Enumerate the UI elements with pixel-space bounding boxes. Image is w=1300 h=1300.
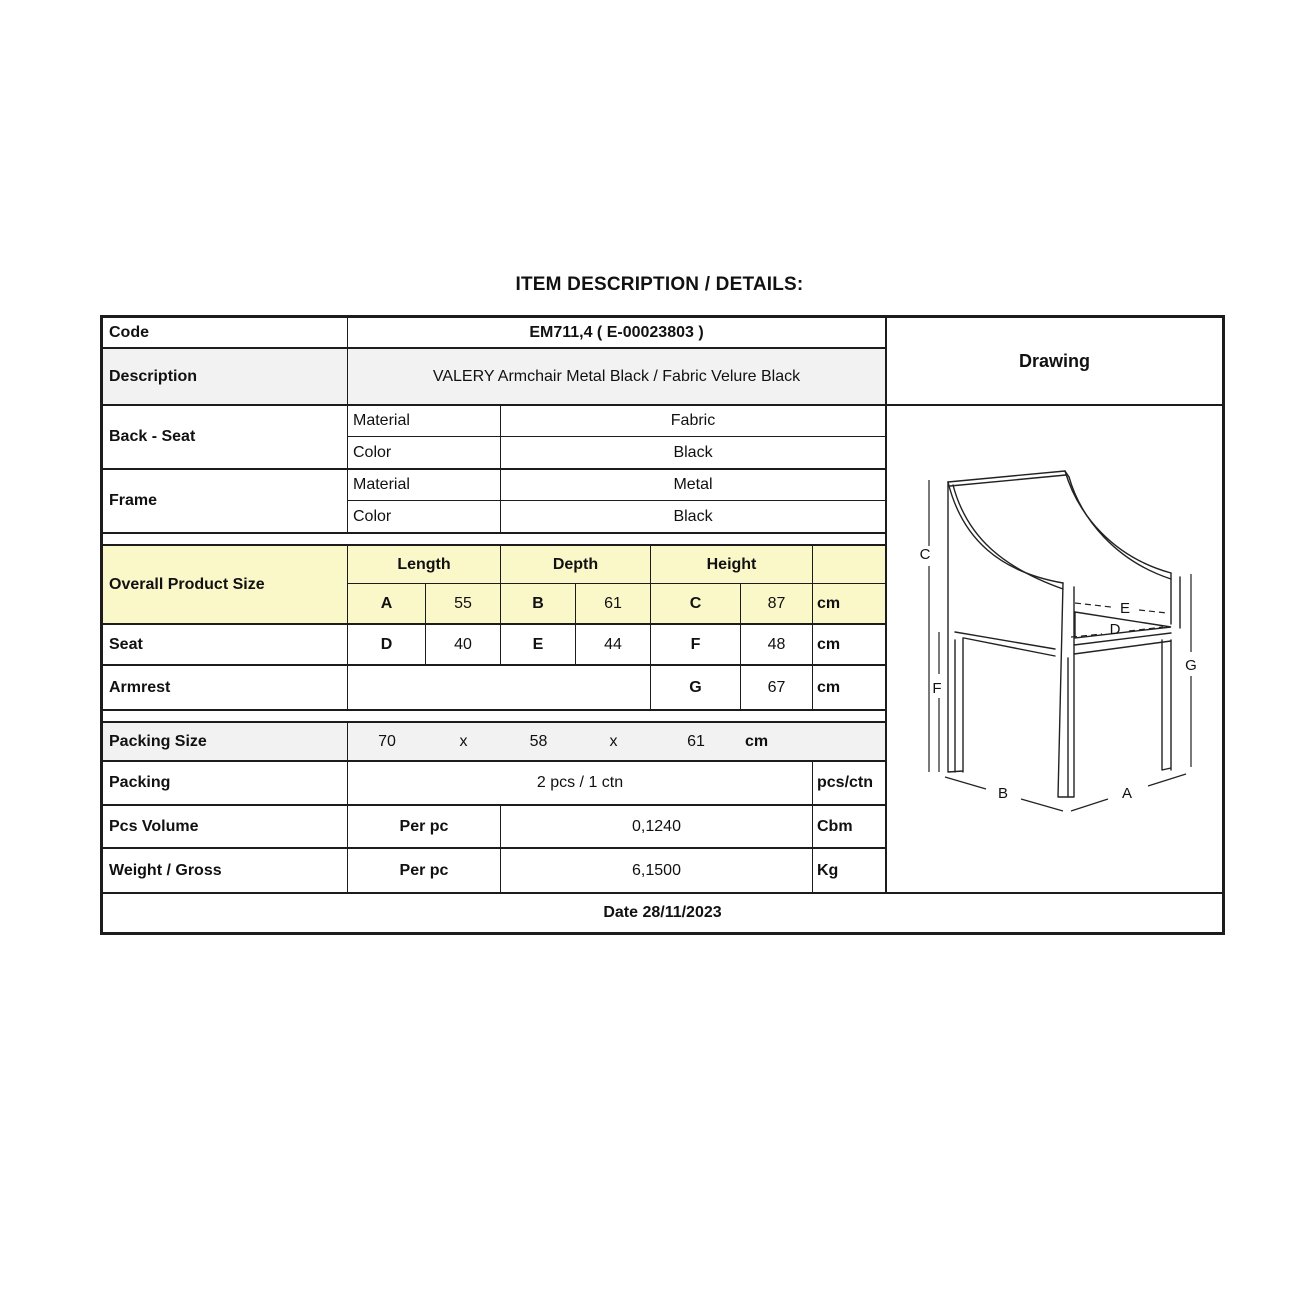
dim-key-e: E	[501, 625, 576, 664]
overall-size-section	[103, 546, 885, 625]
dim-value-d: 40	[426, 625, 501, 664]
unit-cm: cm	[817, 594, 841, 612]
description-label: Description	[103, 349, 348, 404]
packing-size-height: 61	[687, 732, 705, 750]
unit-cm: cm	[817, 678, 841, 696]
code-label: Code	[103, 318, 348, 347]
pcs-volume-row	[103, 806, 885, 849]
frame-material-row	[348, 470, 885, 501]
color-key: Color	[348, 501, 501, 532]
back-seat-section	[103, 406, 885, 470]
dim-value-c: 87	[741, 584, 813, 623]
pcs-volume-per: Per pc	[348, 806, 501, 847]
drawing-column	[885, 318, 1222, 892]
dim-value-g: 67	[741, 666, 813, 709]
page-title: ITEM DESCRIPTION / DETAILS:	[515, 274, 804, 295]
packing-size-unit: cm	[745, 732, 769, 750]
back-seat-material-row	[348, 406, 885, 437]
drawing-header: Drawing	[887, 318, 1222, 406]
overall-size-label: Overall Product Size	[103, 546, 348, 623]
color-key: Color	[348, 437, 501, 468]
dim-label-a: A	[1121, 785, 1133, 802]
weight-label: Weight / Gross	[103, 849, 348, 892]
spec-table-left	[103, 318, 885, 892]
separator-row	[103, 711, 885, 723]
dim-value-b: 61	[576, 584, 651, 623]
dim-key-g: G	[651, 666, 741, 709]
depth-header: Depth	[501, 546, 651, 583]
pcs-volume-label: Pcs Volume	[103, 806, 348, 847]
dim-value-f: 48	[741, 625, 813, 664]
frame-label: Frame	[103, 470, 348, 532]
color-value: Black	[673, 507, 713, 525]
description-value: VALERY Armchair Metal Black / Fabric Velure Black	[432, 367, 801, 385]
dim-label-c: C	[919, 546, 931, 563]
dim-label-g: G	[1185, 657, 1197, 674]
code-row	[103, 318, 885, 349]
packing-size-length: 70	[378, 732, 396, 750]
code-value: EM711,4 ( E-00023803 )	[529, 323, 704, 341]
spec-table	[100, 315, 1225, 935]
seat-row	[103, 625, 885, 666]
date-row: Date 28/11/2023	[103, 892, 1222, 932]
size-header-unit-cell	[813, 546, 885, 583]
chair-outline	[948, 471, 1180, 797]
armrest-row	[103, 666, 885, 711]
pcs-volume-value: 0,1240	[501, 806, 813, 847]
size-header-row	[348, 546, 885, 584]
height-header: Height	[651, 546, 813, 583]
weight-row	[103, 849, 885, 892]
dim-label-e: E	[1119, 600, 1131, 617]
dim-value-a: 55	[426, 584, 501, 623]
length-header: Length	[348, 546, 501, 583]
separator-row	[103, 534, 885, 546]
chair-drawing	[887, 406, 1222, 886]
material-key: Material	[348, 406, 501, 436]
seat-label: Seat	[103, 625, 348, 664]
weight-value: 6,1500	[501, 849, 813, 892]
weight-per: Per pc	[348, 849, 501, 892]
dim-key-d: D	[348, 625, 426, 664]
unit-cm: cm	[817, 635, 841, 653]
material-value: Metal	[673, 476, 713, 493]
weight-unit: Kg	[817, 861, 839, 879]
dim-label-b: B	[997, 785, 1009, 802]
dim-key-c: C	[651, 584, 741, 623]
packing-size-label: Packing Size	[103, 723, 348, 760]
frame-section	[103, 470, 885, 534]
packing-size-x: x	[459, 732, 468, 750]
material-key: Material	[348, 470, 501, 500]
color-value: Black	[673, 443, 713, 461]
packing-value: 2 pcs / 1 ctn	[348, 762, 813, 804]
dim-value-e: 44	[576, 625, 651, 664]
back-seat-label: Back - Seat	[103, 406, 348, 468]
packing-size-row	[103, 723, 885, 762]
dim-key-a: A	[348, 584, 426, 623]
dim-label-f: F	[932, 680, 942, 697]
material-value: Fabric	[670, 412, 716, 429]
packing-size-x: x	[609, 732, 618, 750]
dimension-lines	[929, 480, 1191, 811]
dim-label-d: D	[1109, 621, 1121, 638]
packing-row	[103, 762, 885, 806]
armrest-label: Armrest	[103, 666, 348, 709]
overall-size-values-row	[348, 584, 885, 623]
drawing-area	[887, 406, 1222, 886]
dim-key-f: F	[651, 625, 741, 664]
pcs-volume-unit: Cbm	[817, 817, 853, 835]
armrest-empty-cell	[348, 666, 651, 709]
dim-key-b: B	[501, 584, 576, 623]
description-row	[103, 349, 885, 406]
back-seat-color-row	[348, 437, 885, 468]
packing-size-depth: 58	[529, 732, 548, 750]
frame-color-row	[348, 501, 885, 532]
spec-table-main	[103, 318, 1222, 892]
packing-unit: pcs/ctn	[817, 774, 874, 791]
packing-label: Packing	[103, 762, 348, 804]
